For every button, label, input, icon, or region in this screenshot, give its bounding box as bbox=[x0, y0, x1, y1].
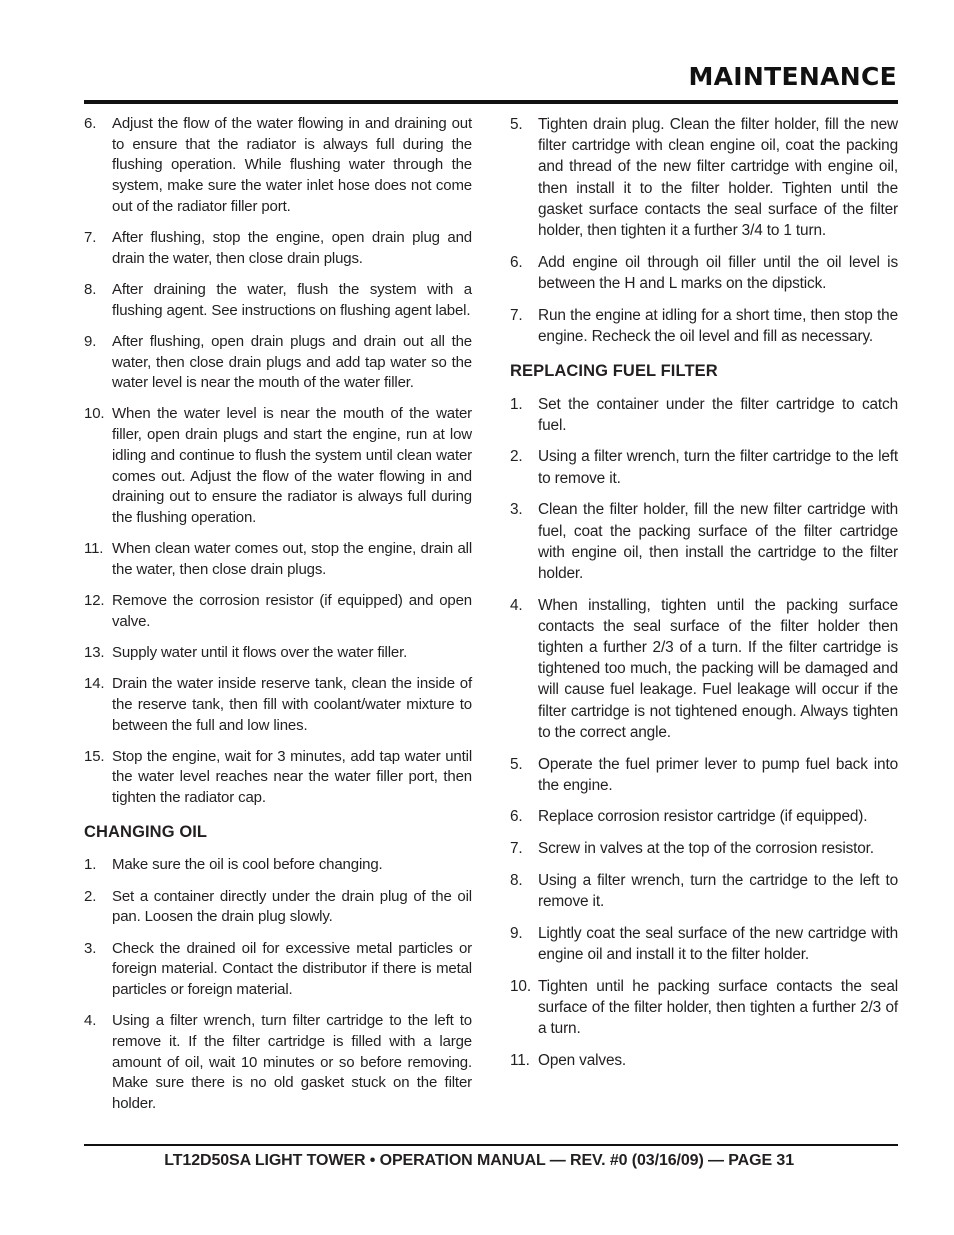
step-text: When the water level is near the mouth of the water filler, open drain plugs and start the engine, run at low idling and continue to flush the system until clean water comes out. Adjust the flow of the water flowing in and draining out to ensure the radiator is always full during the flushing operation. bbox=[112, 405, 472, 526]
list-item bbox=[84, 674, 472, 736]
step-text: Adjust the flow of the water flowing in and draining out to ensure that the radiator is always full during the flushing operation. While flushing water through the system, make sure the water inlet hose does not come out of the radiator filler port. bbox=[112, 115, 472, 215]
step-number: 2. bbox=[84, 887, 97, 905]
step-number: 3. bbox=[84, 939, 97, 957]
page-title: MAINTENANCE bbox=[688, 62, 897, 91]
step-text: Stop the engine, wait for 3 minutes, add tap water until the water level reaches near the water filler port, then tighten the radiator cap. bbox=[112, 747, 472, 807]
list-item bbox=[510, 595, 898, 743]
list-item bbox=[84, 114, 472, 218]
step-text: When installing, tighten until the packing surface contacts the seal surface of the filter holder then tighten a further 2/3 of a turn. If the filter cartridge is tightened too much, the packing will be damaged and will cause fuel leakage. Fuel leakage will occur if the filter cartridge is not tightened enough. Always tighten to the correct angle. bbox=[538, 596, 898, 741]
step-number: 6. bbox=[510, 808, 523, 826]
step-number: 1. bbox=[84, 856, 97, 874]
header-rule bbox=[84, 100, 898, 104]
step-number: 12. bbox=[84, 592, 105, 610]
step-text: Open valves. bbox=[538, 1051, 627, 1069]
step-text: Replace corrosion resistor cartridge (if equipped). bbox=[538, 808, 868, 826]
step-text: Operate the fuel primer lever to pump fuel back into the engine. bbox=[538, 755, 898, 794]
list-item bbox=[84, 747, 472, 809]
step-number: 7. bbox=[510, 840, 523, 858]
step-number: 10. bbox=[84, 405, 105, 423]
radiator-flush-steps bbox=[84, 114, 472, 809]
list-item bbox=[510, 754, 898, 796]
step-number: 4. bbox=[84, 1012, 97, 1030]
changing-oil-steps bbox=[84, 855, 472, 1114]
list-item bbox=[84, 887, 472, 928]
list-item bbox=[510, 923, 898, 965]
page-footer: LT12D50SA LIGHT TOWER • OPERATION MANUAL — REV. #0 (03/16/09) — PAGE 31 bbox=[164, 1152, 794, 1169]
step-number: 4. bbox=[510, 596, 523, 614]
step-number: 9. bbox=[510, 924, 523, 942]
list-item bbox=[84, 939, 472, 1001]
step-text: Check the drained oil for excessive metal particles or foreign material. Contact the distributor if there is metal particles or foreign material. bbox=[112, 939, 472, 998]
step-text: Run the engine at idling for a short time, then stop the engine. Recheck the oil level and fill as necessary. bbox=[538, 306, 898, 345]
list-item bbox=[510, 1050, 898, 1071]
step-text: Using a filter wrench, turn the cartridge to the left to remove it. bbox=[538, 871, 898, 911]
list-item bbox=[510, 114, 898, 241]
step-number: 1. bbox=[510, 395, 523, 413]
step-number: 8. bbox=[510, 871, 523, 889]
step-number: 8. bbox=[84, 280, 97, 298]
step-text: Screw in valves at the top of the corrosion resistor. bbox=[538, 840, 874, 858]
step-number: 5. bbox=[510, 755, 523, 773]
step-number: 2. bbox=[510, 448, 523, 466]
list-item bbox=[84, 1011, 472, 1115]
step-text: Drain the water inside reserve tank, clean the inside of the reserve tank, then fill with coolant/water mixture to between the full and low lines. bbox=[112, 675, 472, 734]
step-text: Tighten until he packing surface contacts the seal surface of the filter holder, then tighten a further 2/3 of a turn. bbox=[538, 977, 898, 1038]
step-text: Using a filter wrench, turn filter cartridge to the left to remove it. If the filter cartridge is filled with a large amount of oil, wait 10 minutes or so before removing. Make sure there is no old gasket stuck on the filter holder. bbox=[112, 1012, 472, 1112]
step-number: 6. bbox=[510, 253, 523, 271]
step-number: 7. bbox=[84, 229, 97, 247]
step-text: Supply water until it flows over the water filler. bbox=[112, 643, 408, 661]
step-number: 11. bbox=[84, 540, 104, 558]
list-item bbox=[84, 332, 472, 394]
changing-oil-heading: CHANGING OIL bbox=[84, 823, 208, 842]
list-item bbox=[84, 228, 472, 269]
list-item bbox=[510, 499, 898, 584]
step-number: 11. bbox=[510, 1051, 530, 1069]
list-item bbox=[84, 280, 472, 321]
footer-rule bbox=[84, 1144, 898, 1146]
fuel-filter-heading: REPLACING FUEL FILTER bbox=[510, 361, 718, 380]
step-text: After flushing, stop the engine, open drain plug and drain the water, then close drain plugs. bbox=[112, 229, 472, 267]
step-number: 6. bbox=[84, 115, 97, 132]
list-item bbox=[510, 305, 898, 347]
list-item bbox=[510, 446, 898, 488]
list-item bbox=[510, 252, 898, 294]
step-number: 14. bbox=[84, 675, 105, 693]
step-text: Lightly coat the seal surface of the new cartridge with engine oil and install it to the filter holder. bbox=[538, 924, 898, 963]
step-text: Set the container under the filter cartridge to catch fuel. bbox=[538, 395, 898, 434]
step-text: After flushing, open drain plugs and drain out all the water, then close drain plugs and add tap water so the water level is near the mouth of the water filler. bbox=[112, 332, 472, 392]
step-text: Tighten drain plug. Clean the filter holder, fill the new filter cartridge with clean engine oil, coat the packing and thread of the new filter cartridge with engine oil, then install it to the filter holder. Tighten until the gasket surface contacts the seal surface of the filter holder, then tighten it a further 3/4 to 1 turn. bbox=[538, 116, 898, 240]
list-item bbox=[84, 591, 472, 632]
list-item bbox=[510, 976, 898, 1040]
step-text: Add engine oil through oil filler until the oil level is between the H and L marks on the dipstick. bbox=[538, 253, 898, 292]
step-text: After draining the water, flush the system with a flushing agent. See instructions on flushing agent label. bbox=[112, 280, 472, 319]
step-number: 13. bbox=[84, 643, 105, 661]
step-text: Set a container directly under the drain plug of the oil pan. Loosen the drain plug slowly. bbox=[112, 887, 472, 926]
left-column bbox=[84, 114, 472, 1125]
list-item bbox=[84, 643, 472, 664]
fuel-filter-steps bbox=[510, 394, 898, 1071]
changing-oil-steps-continued bbox=[510, 114, 898, 347]
list-item bbox=[84, 539, 472, 580]
list-item bbox=[510, 394, 898, 436]
step-text: Clean the filter holder, fill the new filter cartridge with fuel, coat the packing surface of the filter cartridge with engine oil, then install the cartridge to the filter holder. bbox=[538, 501, 898, 582]
step-text: When clean water comes out, stop the engine, drain all the water, then close drain plugs. bbox=[112, 540, 472, 578]
list-item bbox=[510, 870, 898, 912]
list-item bbox=[510, 806, 898, 827]
step-text: Using a filter wrench, turn the filter cartridge to the left to remove it. bbox=[538, 448, 898, 487]
list-item bbox=[84, 404, 472, 528]
step-number: 15. bbox=[84, 747, 105, 765]
step-number: 9. bbox=[84, 332, 97, 350]
step-number: 10. bbox=[510, 977, 531, 995]
step-number: 3. bbox=[510, 501, 523, 519]
list-item bbox=[84, 855, 472, 876]
step-text: Make sure the oil is cool before changing. bbox=[112, 856, 383, 874]
list-item bbox=[510, 838, 898, 859]
step-number: 7. bbox=[510, 306, 523, 324]
step-number: 5. bbox=[510, 116, 523, 133]
right-column bbox=[510, 114, 898, 1082]
step-text: Remove the corrosion resistor (if equipped) and open valve. bbox=[112, 592, 472, 630]
